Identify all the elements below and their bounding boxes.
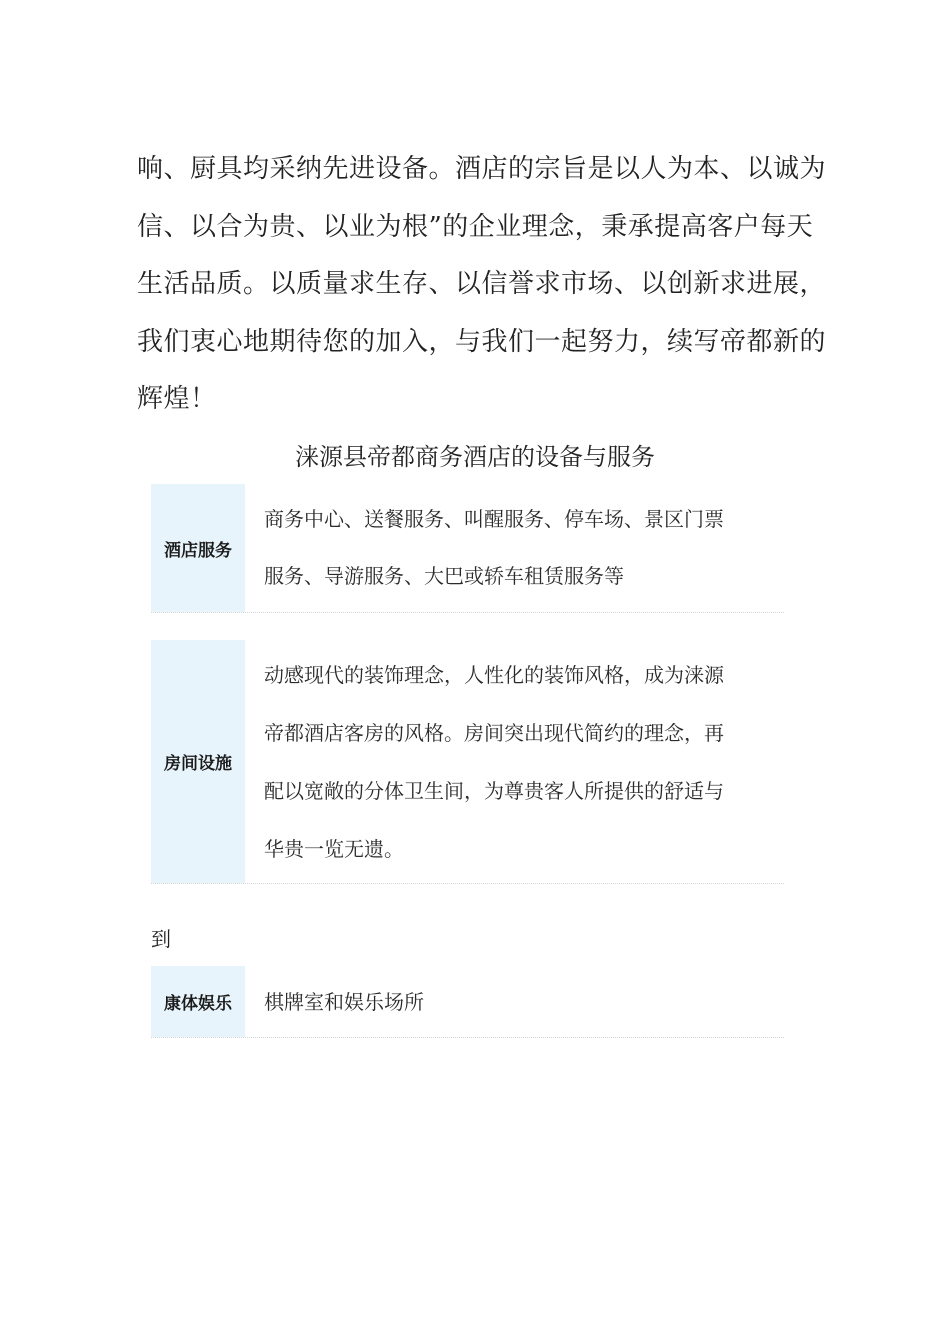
intro-line: 响、厨具均采纳先进设备。酒店的宗旨是以人为本、以诚为 [137,154,827,184]
intro-line: 辉煌！ [137,384,217,414]
row-content-line: 动感现代的装饰理念，人性化的装饰风格，成为涞源 [264,662,724,687]
row-content-line: 商务中心、送餐服务、叫醒服务、停车场、景区门票 [264,507,724,531]
row-label: 酒店服务 [151,484,245,612]
row-content-line: 帝都酒店客房的风格。房间突出现代简约的理念，再 [264,720,724,745]
table-row-recreation [151,966,784,1038]
table-row-hotel-services [151,484,784,613]
intro-line: 我们衷心地期待您的加入，与我们一起努力，续写帝都新的 [137,326,827,357]
intro-paragraph [137,141,827,429]
row-label: 康体娱乐 [151,966,245,1037]
row-content-line: 棋牌室和娱乐场所 [264,989,424,1014]
table-row-room-facilities [151,640,784,884]
intro-line: 生活品质。以质量求生存、以信誉求市场、以创新求进展， [137,269,827,299]
row-content-line: 配以宽敞的分体卫生间，为尊贵客人所提供的舒适与 [264,778,724,803]
section-title: 涞源县帝都商务酒店的设备与服务 [295,443,655,471]
row-label: 房间设施 [151,640,245,883]
intro-line: 信、以合为贵、以业为根”的企业理念，秉承提高客户每天 [137,211,814,242]
row-content [245,640,784,883]
row-content-line: 服务、导游服务、大巴或轿车租赁服务等 [264,564,624,588]
row-content-line: 华贵一览无遗。 [264,836,404,861]
row-content [245,484,784,612]
stray-text: 到 [151,927,171,951]
row-content [245,966,784,1037]
